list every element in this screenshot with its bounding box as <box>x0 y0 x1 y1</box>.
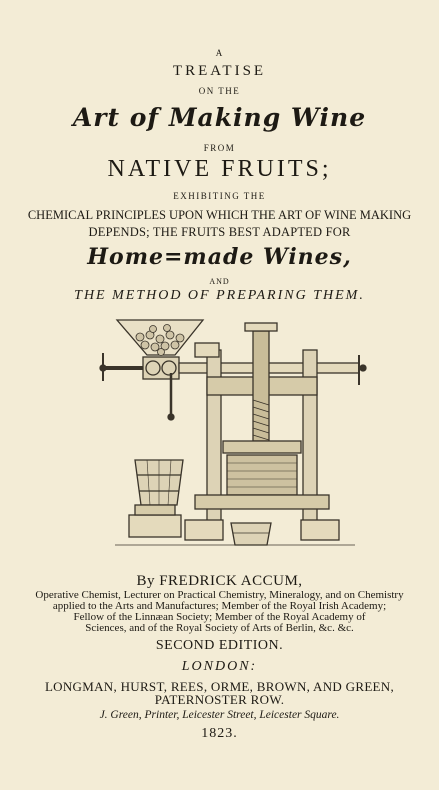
press-screw <box>253 331 269 441</box>
on-the-line: ON THE <box>198 86 241 96</box>
from-line: FROM <box>203 143 236 153</box>
author-credentials-line-1: Operative Chemist, Lecturer on Practical Chemistry, Mineralogy, and on Chemistry <box>35 589 404 601</box>
press-box <box>227 455 297 495</box>
chemical-principles-line-2: DEPENDS; THE FRUITS BEST ADAPTED FOR <box>88 225 351 239</box>
press-bed <box>195 495 329 509</box>
method-line: THE METHOD OF PREPARING THEM. <box>74 288 365 303</box>
chemical-principles-line-1: CHEMICAL PRINCIPLES UPON WHICH THE ART OF WINE MAKING <box>27 208 412 222</box>
author-credentials-line-3: Fellow of the Linnæan Society; Member of the Royal Academy of <box>73 611 366 623</box>
home-made-wines-title: Home=made Wines, <box>87 244 352 270</box>
crusher-rollers <box>143 357 179 379</box>
author-credentials-line-4: Sciences, and of the Royal Society of Arts of Berlin, &c. &c. <box>85 622 354 634</box>
treatise-heading: TREATISE <box>172 63 267 79</box>
native-fruits-heading: NATIVE FRUITS; <box>107 156 332 182</box>
publication-year: 1823. <box>201 726 238 741</box>
author-credentials-line-2: applied to the Arts and Manufactures; Member of the Royal Irish Academy; <box>52 600 387 612</box>
exhibiting-line: EXHIBITING THE <box>173 191 266 201</box>
author-byline: By FREDRICK ACCUM, <box>136 573 303 589</box>
article-word: A <box>215 48 224 58</box>
publisher-line-1: LONGMAN, HURST, REES, ORME, BROWN, AND GREEN, <box>44 679 395 694</box>
printer-line: J. Green, Printer, Leicester Street, Leicester Square. <box>99 709 340 721</box>
bottom-tub <box>231 523 271 545</box>
pressing-plate <box>223 441 301 453</box>
edition-line: SECOND EDITION. <box>155 638 284 653</box>
and-line: AND <box>209 277 230 286</box>
publisher-line-2: PATERNOSTER ROW. <box>154 692 285 707</box>
art-of-making-wine-title: Art of Making Wine <box>72 103 367 132</box>
publication-city: LONDON: <box>181 659 258 674</box>
wine-press-illustration <box>95 315 375 555</box>
